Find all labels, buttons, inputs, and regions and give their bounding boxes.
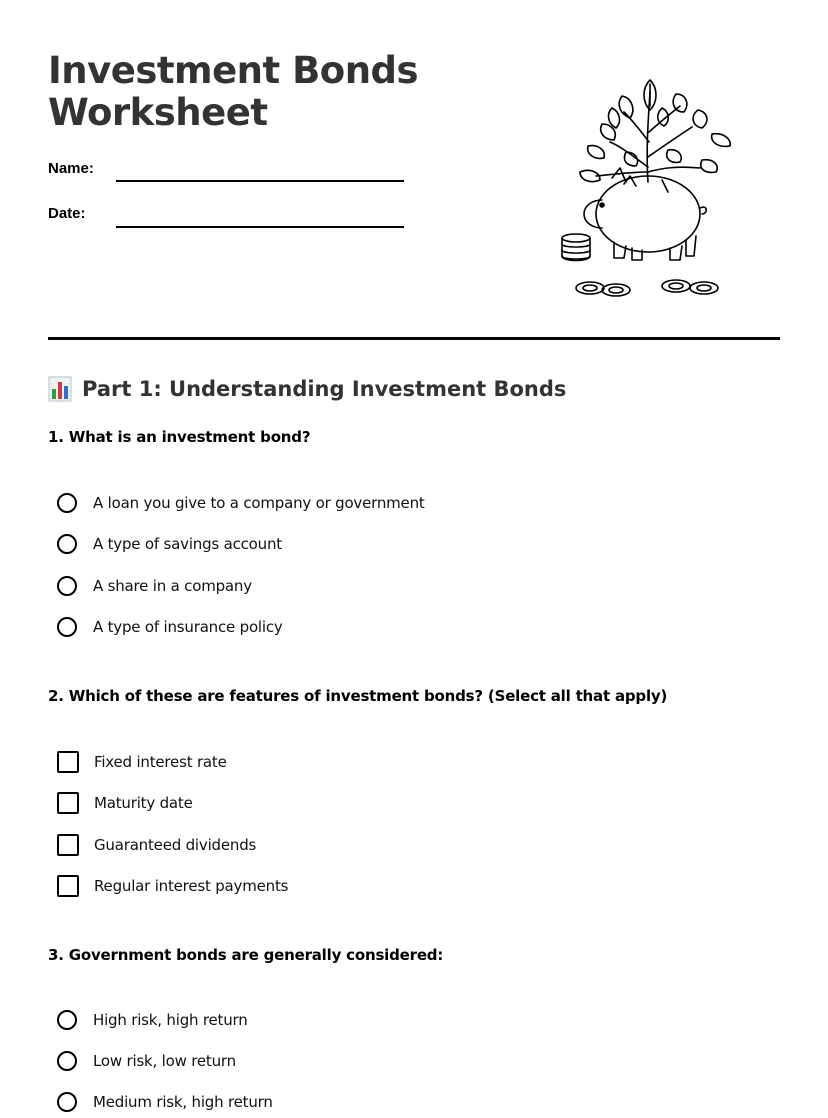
- radio-button[interactable]: [57, 576, 77, 596]
- section-divider: [48, 337, 780, 340]
- part1-header: [48, 372, 566, 406]
- q2-option-1[interactable]: [57, 749, 227, 775]
- option-label: A type of savings account: [93, 535, 282, 553]
- radio-button[interactable]: [57, 1092, 77, 1112]
- q1-option-2[interactable]: [57, 531, 282, 557]
- option-label: High risk, high return: [93, 1011, 248, 1029]
- title-line-1: Investment Bonds: [48, 49, 419, 92]
- q2-option-4[interactable]: [57, 873, 288, 899]
- worksheet-title: [48, 50, 418, 134]
- option-label: Guaranteed dividends: [94, 836, 257, 854]
- bar-chart-icon: [48, 376, 72, 402]
- option-label: A share in a company: [93, 577, 252, 595]
- option-label: Regular interest payments: [94, 877, 289, 895]
- piggy-bank-plant-coins-icon: [552, 72, 752, 304]
- question-3: 3. Government bonds are generally considered:: [48, 946, 444, 964]
- option-label: Fixed interest rate: [94, 753, 227, 771]
- checkbox[interactable]: [57, 792, 79, 814]
- date-label: Date:: [48, 205, 86, 222]
- question-2: 2. Which of these are features of investment bonds? (Select all that apply): [48, 687, 668, 705]
- q2-option-3[interactable]: [57, 832, 256, 858]
- date-field[interactable]: [116, 226, 404, 228]
- q2-option-2[interactable]: [57, 790, 193, 816]
- checkbox[interactable]: [57, 751, 79, 773]
- option-label: A type of insurance policy: [93, 618, 283, 636]
- title-line-2: Worksheet: [48, 91, 268, 134]
- question-1: 1. What is an investment bond?: [48, 428, 311, 446]
- option-label: Low risk, low return: [93, 1052, 236, 1070]
- q3-option-2[interactable]: [57, 1048, 236, 1074]
- radio-button[interactable]: [57, 534, 77, 554]
- part1-title: Part 1: Understanding Investment Bonds: [82, 377, 567, 401]
- radio-button[interactable]: [57, 1010, 77, 1030]
- q1-option-1[interactable]: [57, 490, 425, 516]
- q1-option-4[interactable]: [57, 614, 283, 640]
- option-label: A loan you give to a company or government: [93, 494, 425, 512]
- radio-button[interactable]: [57, 617, 77, 637]
- checkbox[interactable]: [57, 834, 79, 856]
- name-label: Name:: [48, 160, 94, 177]
- q1-option-3[interactable]: [57, 573, 252, 599]
- checkbox[interactable]: [57, 875, 79, 897]
- option-label: Medium risk, high return: [93, 1093, 273, 1111]
- q3-option-1[interactable]: [57, 1007, 248, 1033]
- radio-button[interactable]: [57, 1051, 77, 1071]
- option-label: Maturity date: [94, 794, 193, 812]
- radio-button[interactable]: [57, 493, 77, 513]
- name-field[interactable]: [116, 180, 404, 182]
- q3-option-3[interactable]: [57, 1089, 273, 1115]
